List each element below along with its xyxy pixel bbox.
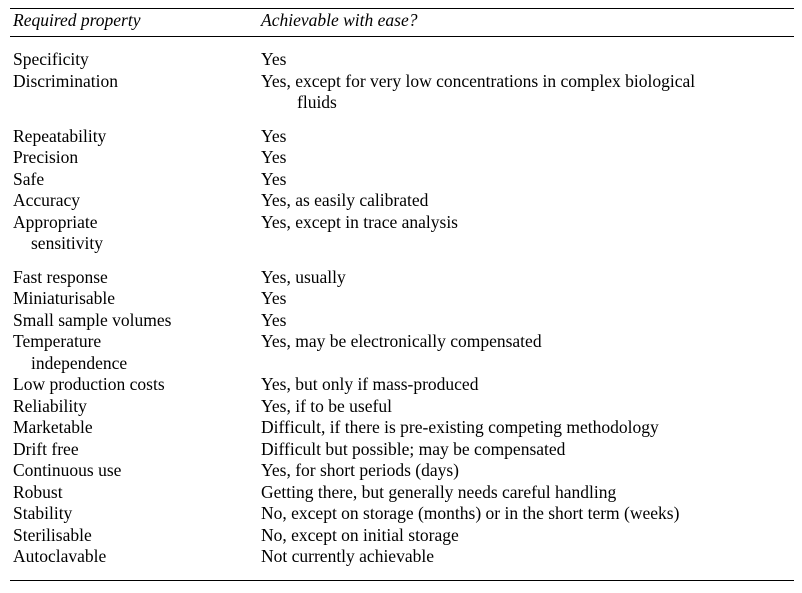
table-row (10, 482, 794, 504)
table-row (10, 503, 794, 525)
table-row (10, 374, 794, 396)
table-row (10, 288, 794, 310)
row-answer: Getting there, but generally needs careful handling (261, 481, 617, 502)
row-answer: No, except on initial storage (261, 524, 459, 545)
table-row (10, 460, 794, 482)
row-property: Accuracy (13, 190, 81, 210)
table-row (10, 396, 794, 418)
row-property-line2: independence (31, 352, 128, 373)
row-answer (258, 71, 794, 114)
row-property (10, 331, 258, 374)
row-property-line2: sensitivity (31, 233, 103, 253)
row-property: Continuous use (13, 460, 122, 480)
table-row (10, 439, 794, 461)
row-answer: No, except on storage (months) or in the short term (weeks) (261, 503, 680, 523)
column-header-answer: Achievable with ease? (258, 9, 794, 37)
row-answer-line2: fluids (297, 92, 337, 112)
row-answer: Difficult but possible; may be compensated (261, 438, 566, 459)
table-row (10, 71, 794, 114)
row-answer: Yes (261, 125, 287, 146)
row-answer: Yes, if to be useful (261, 395, 392, 416)
row-answer: Yes, except in trace analysis (261, 211, 458, 232)
table-row (10, 310, 794, 332)
row-property: Marketable (13, 417, 93, 437)
table-row (10, 37, 794, 71)
column-header-property: Required property (10, 9, 258, 37)
row-property: Small sample volumes (13, 309, 172, 330)
row-property: Sterilisable (13, 524, 92, 545)
row-property: Reliability (13, 395, 87, 416)
table-row (10, 212, 794, 255)
required-properties-table (10, 8, 794, 568)
row-answer: Yes (261, 49, 287, 69)
row-property: Safe (13, 168, 45, 189)
row-answer: Yes (261, 288, 287, 308)
row-property: Drift free (13, 438, 79, 459)
table-header-row (10, 9, 794, 37)
row-property: Discrimination (13, 70, 118, 91)
row-answer-line1: Yes, except for very low concentrations in complex biological (261, 70, 696, 91)
row-answer: Yes (261, 147, 287, 167)
table-bottom-rule (10, 580, 794, 581)
table-row (10, 525, 794, 547)
row-property: Stability (13, 503, 73, 523)
table-head (10, 9, 794, 37)
row-property (10, 212, 258, 255)
row-answer: Yes, as easily calibrated (261, 190, 429, 210)
table-row (10, 417, 794, 439)
row-answer: Not currently achievable (261, 546, 434, 566)
row-property: Repeatability (13, 125, 107, 146)
row-answer: Yes, usually (261, 266, 346, 287)
row-answer: Yes (261, 309, 287, 330)
table-row (10, 169, 794, 191)
row-property: Fast response (13, 266, 108, 287)
row-answer: Yes, may be electronically compensated (261, 331, 542, 351)
row-property-line1: Temperature (13, 331, 102, 351)
table-row (10, 114, 794, 148)
table-row (10, 331, 794, 374)
table-row (10, 546, 794, 568)
row-answer: Difficult, if there is pre-existing competing methodology (261, 417, 659, 437)
table-caption (10, 0, 794, 8)
table-row (10, 190, 794, 212)
table-row (10, 255, 794, 289)
row-property: Low production costs (13, 374, 165, 394)
row-answer: Yes (261, 168, 287, 189)
row-property: Specificity (13, 49, 89, 69)
row-property: Miniaturisable (13, 288, 116, 308)
row-property: Robust (13, 481, 63, 502)
table-row (10, 147, 794, 169)
row-property: Autoclavable (13, 546, 107, 566)
row-property-line1: Appropriate (13, 211, 98, 232)
row-property: Precision (13, 147, 79, 167)
row-answer: Yes, for short periods (days) (261, 460, 459, 480)
table-body (10, 37, 794, 568)
row-answer: Yes, but only if mass-produced (261, 374, 479, 394)
